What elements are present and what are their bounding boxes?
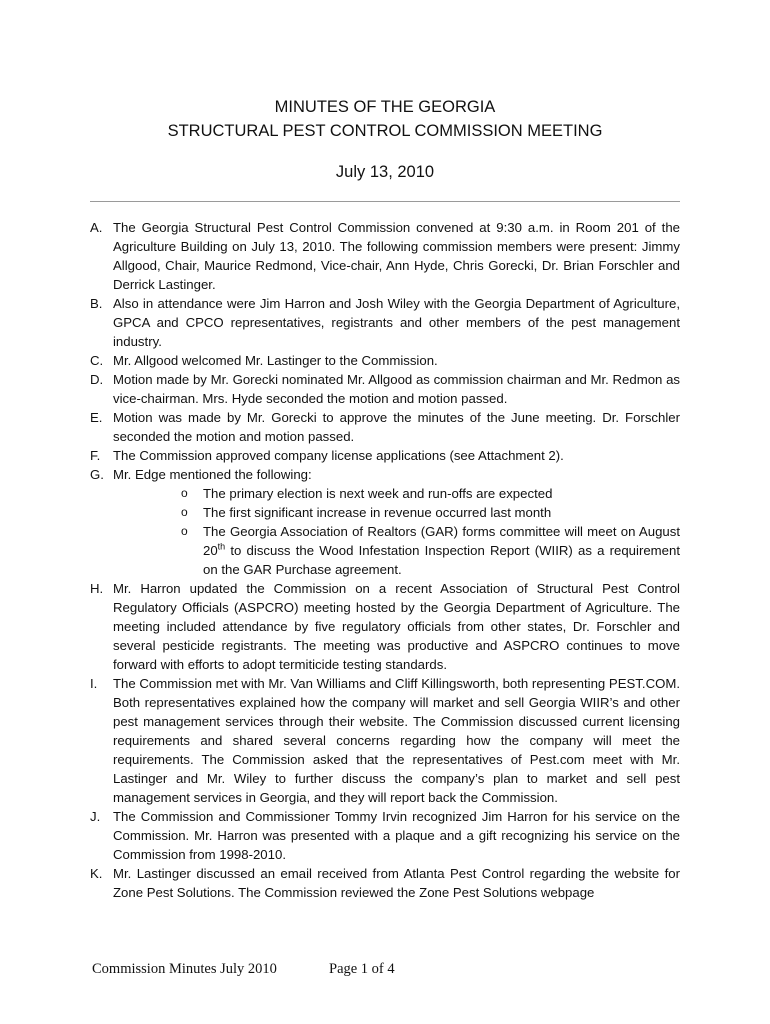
item-marker: I. [90,676,98,691]
edge-points-list [90,484,680,579]
item-text: The Commission met with Mr. Van Williams and Cliff Killingsworth, both representing PEST.COM. Both representatives explained how the company will market and sell Georgia WIIR’s and other pest management services through their website. The Commission discussed current licensing requirements and shared several concerns regarding how the company will meet the requirements. The Commission asked that the representatives of Pest.com meet with Mr. Lastinger and Mr. Wiley to further discuss the company’s plan to market and sell pest management services in Georgia, and they will report back the Commission. [113,676,680,805]
item-marker: J. [90,809,101,824]
item-text: The Georgia Structural Pest Control Commission convened at 9:30 a.m. in Room 201 of the Agriculture Building on July 13, 2010. The following commission members were present: Jimmy Allgood, Chair, Maurice Redmond, Vice-chair, Ann Hyde, Chris Gorecki, Dr. Brian Forschler and Derrick Lastinger. [113,220,680,292]
document-title-line-2: STRUCTURAL PEST CONTROL COMMISSION MEETING [167,122,603,140]
footer-page-number: Page 1 of 4 [329,961,395,977]
item-text: Mr. Lastinger discussed an email received from Atlanta Pest Control regarding the website for Zone Pest Solutions. The Commission reviewed the Zone Pest Solutions webpage [113,866,680,900]
item-marker: C. [90,353,104,368]
header-divider [90,201,680,202]
minutes-item-k [90,864,680,902]
ordinal-suffix: th [217,541,226,552]
footer-document-name: Commission Minutes July 2010 [92,961,277,977]
edge-point-text-before: The Georgia Association of Realtors (GAR) forms committee will meet on August 20 [203,524,680,558]
minutes-list [90,218,680,902]
document-title-line-1: MINUTES OF THE GEORGIA [274,98,496,116]
item-marker: B. [90,296,103,311]
item-text: Mr. Harron updated the Commission on a recent Association of Structural Pest Control Regulatory Officials (ASPCRO) meeting hosted by the Georgia Department of Agriculture. The meeting included attendance by five regulatory officials from other states, Dr. Forschler and several pesticide registrants. The meeting was productive and ASPCRO continues to move forward with efforts to adopt termiticide testing standards. [113,581,680,672]
minutes-item-e [90,408,680,446]
edge-point-3 [90,522,680,579]
edge-point-text: The primary election is next week and run-offs are expected [203,486,553,501]
bullet-circle-icon: o [181,524,188,538]
item-marker: G. [90,467,104,482]
minutes-item-h [90,579,680,674]
minutes-item-g [90,465,680,484]
minutes-item-j [90,807,680,864]
item-text: Mr. Edge mentioned the following: [113,467,312,482]
minutes-item-i [90,674,680,807]
edge-point-1 [90,484,680,503]
bullet-circle-icon: o [181,505,188,519]
edge-point-2 [90,503,680,522]
item-marker: A. [90,220,103,235]
item-marker: K. [90,866,103,881]
minutes-item-a [90,218,680,294]
item-text: The Commission approved company license applications (see Attachment 2). [113,448,564,463]
minutes-item-f [90,446,680,465]
item-text: Motion made by Mr. Gorecki nominated Mr. Allgood as commission chairman and Mr. Redmon as vice-chairman. Mrs. Hyde seconded the motion and motion passed. [113,372,680,406]
minutes-item-b [90,294,680,351]
item-text: Motion was made by Mr. Gorecki to approve the minutes of the June meeting. Dr. Forschler seconded the motion and motion passed. [113,410,680,444]
item-text: Also in attendance were Jim Harron and Josh Wiley with the Georgia Department of Agriculture, GPCA and CPCO representatives, registrants and other members of the pest management industry. [113,296,680,349]
edge-point-text: The first significant increase in revenue occurred last month [203,505,552,520]
item-marker: D. [90,372,104,387]
item-marker: H. [90,581,104,596]
item-marker: E. [90,410,103,425]
meeting-date: July 13, 2010 [335,163,435,181]
item-marker: F. [90,448,101,463]
item-text: Mr. Allgood welcomed Mr. Lastinger to the Commission. [113,353,438,368]
item-text: The Commission and Commissioner Tommy Irvin recognized Jim Harron for his service on the Commission. Mr. Harron was presented with a plaque and a gift recognizing his service on the Commission from 1998-2010. [113,809,680,862]
minutes-item-c [90,351,680,370]
bullet-circle-icon: o [181,486,188,500]
edge-point-text-after: to discuss the Wood Infestation Inspection Report (WIIR) as a requirement on the GAR Purchase agreement. [203,543,680,577]
minutes-item-d [90,370,680,408]
